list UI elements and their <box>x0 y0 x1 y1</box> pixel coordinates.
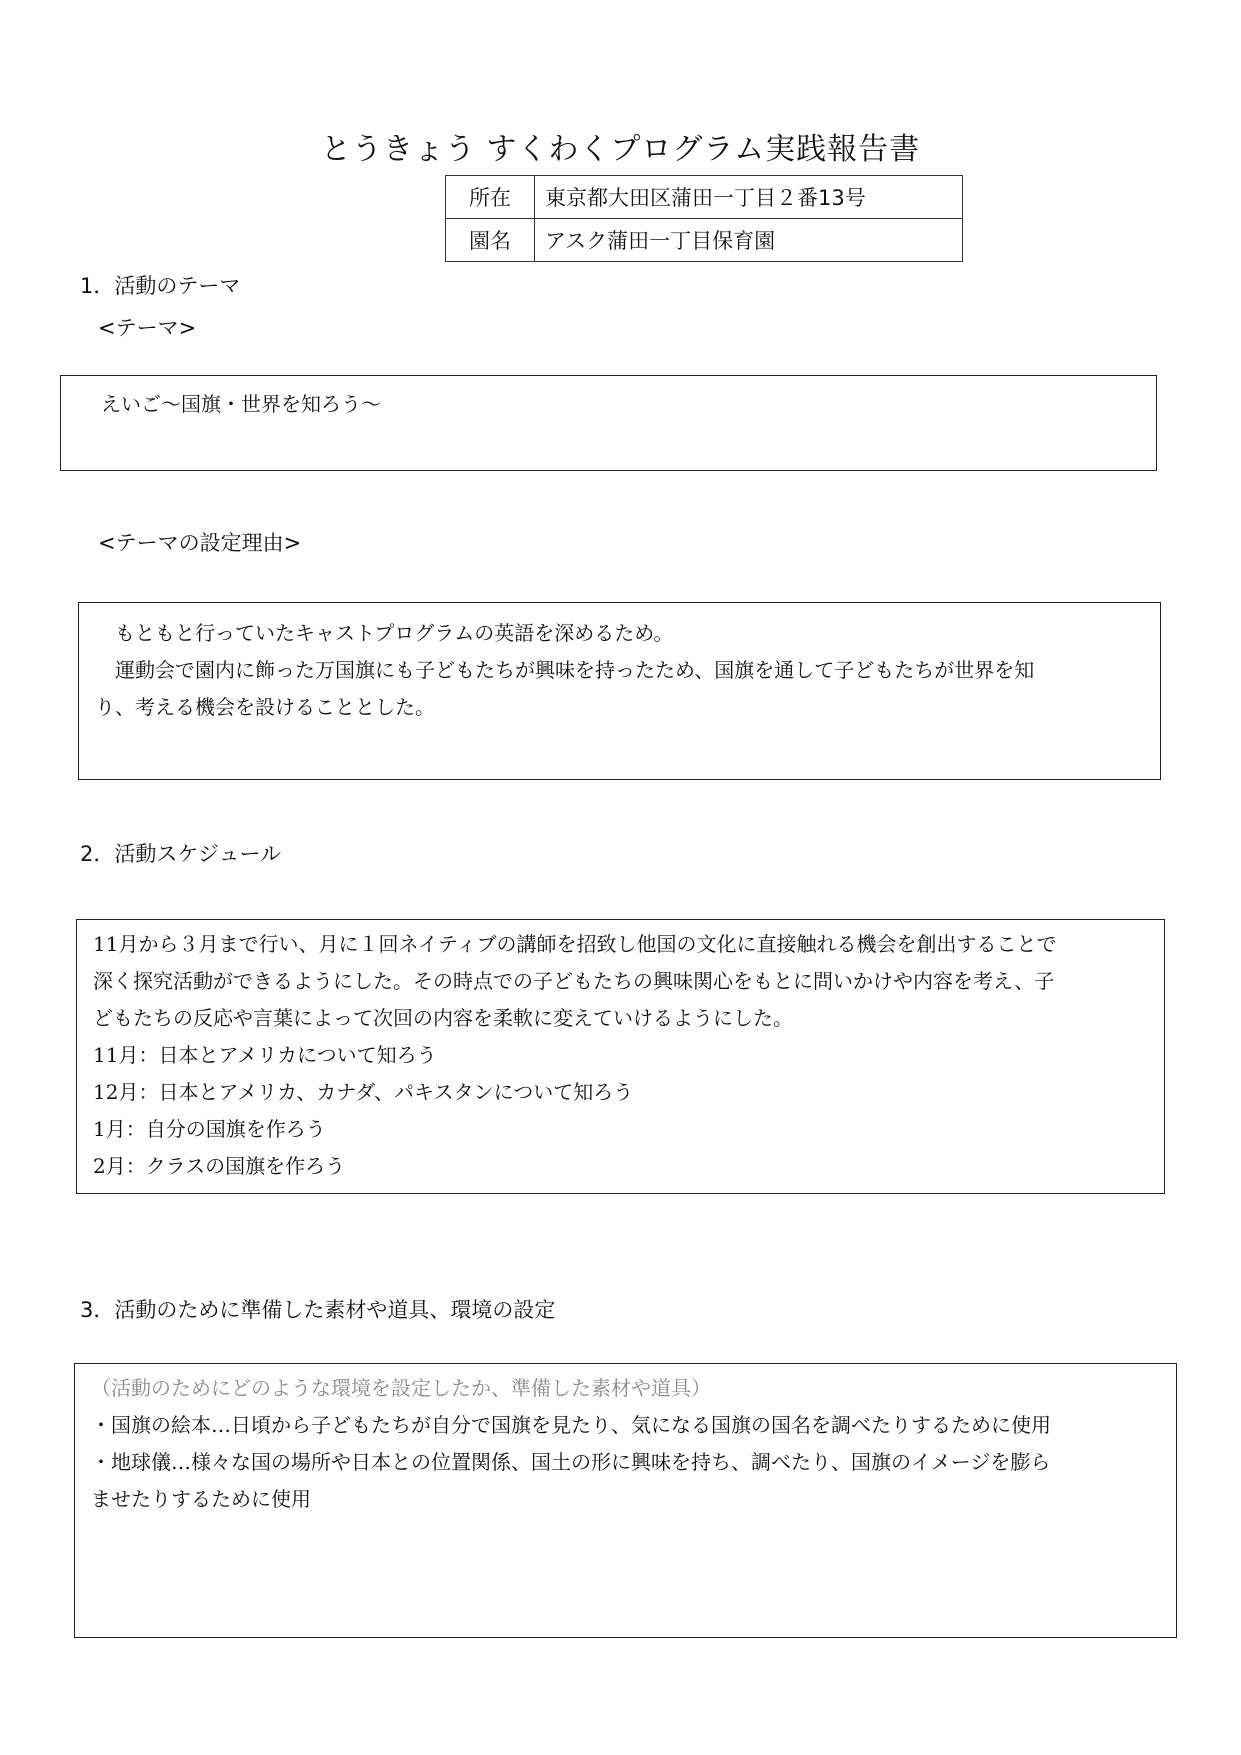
reason-box <box>78 602 1161 780</box>
section3-heading: 3．活動のために準備した素材や道具、環境の設定 <box>80 1298 556 1322</box>
materials-line: ませたりするために使用 <box>91 1487 311 1511</box>
schedule-line: 2月：クラスの国旗を作ろう <box>93 1154 346 1178</box>
materials-line: ・国旗の絵本…日頃から子どもたちが自分で国旗を見たり、気になる国旗の国名を調べたりするために使用 <box>91 1413 1051 1437</box>
materials-text <box>91 1370 1051 1518</box>
schedule-line: 深く探究活動ができるようにした。その時点での子どもたちの興味関心をもとに問いかけや内容を考え、子 <box>93 969 1055 993</box>
schedule-line: 12月：日本とアメリカ、カナダ、パキスタンについて知ろう <box>93 1080 634 1104</box>
section2-heading: 2．活動スケジュール <box>80 842 282 866</box>
schedule-line: 1月：自分の国旗を作ろう <box>93 1117 326 1141</box>
reason-line: もともと行っていたキャストプログラムの英語を深めるため。 <box>95 621 674 645</box>
schedule-text <box>93 926 1056 1185</box>
materials-box <box>74 1363 1177 1638</box>
schedule-box <box>76 919 1165 1194</box>
schedule-line: どもたちの反応や言葉によって次回の内容を柔軟に変えていけるようにした。 <box>93 1006 793 1030</box>
document-title: とうきょう すくわくプログラム実践報告書 <box>320 132 921 167</box>
materials-line: ・地球儀…様々な国の場所や日本との位置関係、国土の形に興味を持ち、調べたり、国旗のイメージを膨ら <box>91 1450 1051 1474</box>
theme-label: <テーマ> <box>98 316 197 340</box>
name-value: アスク蒲田一丁目保育園 <box>535 219 963 262</box>
info-row-name <box>446 219 963 262</box>
name-label: 園名 <box>446 219 535 262</box>
section1-heading: 1．活動のテーマ <box>80 274 241 298</box>
location-label: 所在 <box>446 176 535 219</box>
reason-text <box>95 615 1034 726</box>
reason-label: <テーマの設定理由> <box>98 531 302 555</box>
materials-hint: （活動のためにどのような環境を設定したか、準備した素材や道具） <box>91 1376 711 1400</box>
theme-box <box>60 375 1157 471</box>
location-value: 東京都大田区蒲田一丁目２番13号 <box>535 176 963 219</box>
info-table <box>445 175 963 262</box>
theme-text: えいご～国旗・世界を知ろう～ <box>101 392 381 416</box>
reason-line: 運動会で園内に飾った万国旗にも子どもたちが興味を持ったため、国旗を通して子どもたちが世界を知 <box>95 658 1035 682</box>
info-row-location <box>446 176 963 219</box>
schedule-line: 11月から３月まで行い、月に１回ネイティブの講師を招致し他国の文化に直接触れる機会を創出することで <box>93 932 1057 956</box>
schedule-line: 11月：日本とアメリカについて知ろう <box>93 1043 437 1067</box>
reason-line: り、考える機会を設けることとした。 <box>95 695 435 719</box>
